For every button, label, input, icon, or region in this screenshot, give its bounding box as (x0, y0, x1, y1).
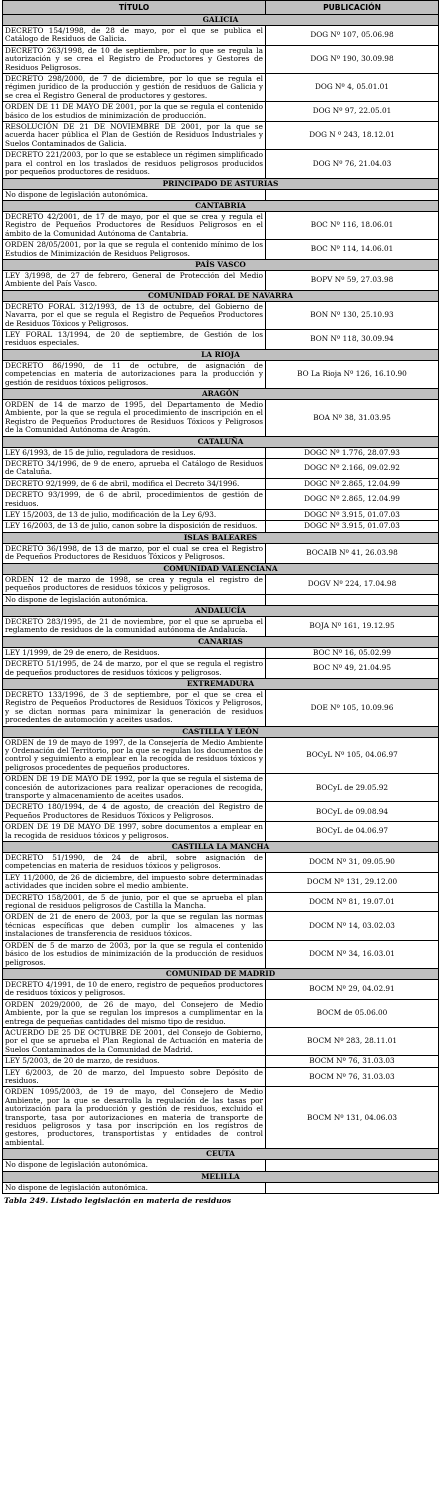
publication-cell: DOG Nº 107, 05.06.98 (266, 26, 439, 46)
publication-cell: BO La Rioja Nº 126, 16.10.90 (266, 360, 439, 388)
table-row (3, 301, 439, 329)
region-row (3, 605, 439, 616)
region-heading: PRINCIPADO DE ASTURIAS (3, 178, 439, 189)
legislation-title: DECRETO 154/1998, de 28 de mayo, por el que se publica el Catálogo de Residuos de Galicia. (3, 26, 266, 46)
legislation-title: DECRETO 158/2001, de 5 de junio, por el que se aprueba el plan regional de residuos peligrosos de Castilla la Mancha. (3, 892, 266, 912)
table-row (3, 802, 439, 822)
header-row (3, 1, 439, 15)
publication-cell: BOPV Nº 59, 27.03.98 (266, 270, 439, 290)
table-caption: Tabla 249. Listado legislación en materia de residuos (4, 1196, 232, 1206)
publication-cell: BON Nº 130, 25.10.93 (266, 301, 439, 329)
region-heading: PAÍS VASCO (3, 259, 439, 270)
region-heading: ARAGÓN (3, 389, 439, 400)
publication-cell: BOCM Nº 29, 04.02.91 (266, 979, 439, 999)
publication-cell: BOCyL Nº 105, 04.06.97 (266, 737, 439, 774)
region-row (3, 968, 439, 979)
legislation-title: LEY 5/2003, de 20 de marzo, de residuos. (3, 1056, 266, 1067)
publication-cell (266, 1182, 439, 1193)
legislation-title: ORDEN DE 19 DE MAYO DE 1992, por la que se regula el sistema de concesión de autorizaciones para realizar operaciones de recogida, transporte y almacenamiento de aceites usados. (3, 774, 266, 802)
table-row (3, 999, 439, 1027)
publication-cell: DOGC Nº 1.776, 28.07.93 (266, 447, 439, 458)
region-row (3, 200, 439, 211)
legislation-title: ORDEN de 5 de marzo de 2003, por la que se regula el contenido básico de los estudios de minimización de la producción de residuos peligrosos. (3, 940, 266, 968)
region-heading: COMUNIDAD VALENCIANA (3, 563, 439, 574)
table-row (3, 329, 439, 349)
publication-cell: DOGC Nº 2.166, 09.02.92 (266, 459, 439, 479)
publication-cell: DOG Nº 76, 21.04.03 (266, 150, 439, 178)
legislation-title: LEY 1/1999, de 29 de enero, de Residuos. (3, 647, 266, 658)
region-row (3, 178, 439, 189)
legislation-title: DECRETO 36/1998, de 13 de marzo, por el cual se crea el Registro de Pequeños Productores de Residuos Tóxicos y Peligrosos. (3, 543, 266, 563)
legislation-title: LEY FORAL 13/1994, de 20 de septiembre, de Gestión de los residuos especiales. (3, 329, 266, 349)
region-row (3, 290, 439, 301)
legislation-title: ORDEN 2029/2000, de 26 de mayo, del Consejero de Medio Ambiente, por la que se regulan los impresos a cumplimentar en la entrega de pequeñas cantidades del mismo tipo de residuo. (3, 999, 266, 1027)
legislation-title: DECRETO 92/1999, de 6 de abril, modifica el Decreto 34/1996. (3, 478, 266, 489)
region-row (3, 532, 439, 543)
legislation-title: LEY 15/2003, de 13 de julio, modificación de la Ley 6/93. (3, 510, 266, 521)
publication-cell: DOG Nº 4, 05.01.01 (266, 74, 439, 102)
region-row (3, 15, 439, 26)
publication-cell: BON Nº 118, 30.09.94 (266, 329, 439, 349)
table-body (3, 15, 439, 1194)
table-row (3, 360, 439, 388)
publication-cell: BOCAIB Nº 41, 26.03.98 (266, 543, 439, 563)
publication-cell (266, 594, 439, 605)
legislation-title: DECRETO FORAL 312/1993, de 13 de octubre, del Gobierno de Navarra, por el que se regula el Registro de Pequeños Productores de Residuos Tóxicos y Peligrosos. (3, 301, 266, 329)
publication-cell: DOCM Nº 81, 19.07.01 (266, 892, 439, 912)
publication-cell: BOCM Nº 131, 04.06.03 (266, 1087, 439, 1149)
publication-cell: BOC Nº 16, 05.02.99 (266, 647, 439, 658)
table-row (3, 1087, 439, 1149)
region-row (3, 259, 439, 270)
publication-cell: BOJA Nº 161, 19.12.95 (266, 616, 439, 636)
publication-cell: BOA Nº 38, 31.03.95 (266, 400, 439, 437)
region-row (3, 563, 439, 574)
legislation-title: LEY 6/2003, de 20 de marzo, del Impuesto sobre Depósito de residuos. (3, 1067, 266, 1087)
publication-cell: BOC Nº 116, 18.06.01 (266, 211, 439, 239)
table-row (3, 270, 439, 290)
legislation-title: DECRETO 221/2003, por lo que se establece un régimen simplificado para el control en los traslados de residuos peligrosos producidos por pequeños productores de residuos. (3, 150, 266, 178)
region-row (3, 1149, 439, 1160)
table-row (3, 853, 439, 873)
region-row (3, 726, 439, 737)
region-row (3, 389, 439, 400)
table-row (3, 74, 439, 102)
publication-cell: BOC Nº 49, 21.04.95 (266, 659, 439, 679)
table-row (3, 240, 439, 260)
region-heading: MELILLA (3, 1171, 439, 1182)
publication-cell: DOG Nº 97, 22.05.01 (266, 102, 439, 122)
table-row (3, 521, 439, 532)
legislation-title: No dispone de legislación autonómica. (3, 594, 266, 605)
legislation-title: LEY 16/2003, de 13 de julio, canon sobre la disposición de residuos. (3, 521, 266, 532)
region-heading: ANDALUCÍA (3, 605, 439, 616)
publication-cell: DOCM Nº 14, 03.02.03 (266, 912, 439, 940)
legislation-title: ORDEN 1095/2003, de 19 de mayo, del Consejero de Medio Ambiente, por la que se desarrolla la regulación de las tasas por autorización para la producción y gestión de residuos, excluido el transporte, tasa por autorizaciones en materia de transporte de residuos peligrosos y tasa por inscripción en los registros de gestores, productores, transportistas y entidades de control ambiental. (3, 1087, 266, 1149)
legislation-title: DECRETO 133/1996, de 3 de septiembre, por el que se crea el Registro de Pequeños Productores de Residuos Tóxicos y Peligrosos, y se dictan normas para minimizar la generación de residuos procedentes de automoción y aceites usados. (3, 689, 266, 726)
legislation-title: ORDEN DE 19 DE MAYO DE 1997, sobre documentos a emplear en la recogida de residuos tóxicos y peligrosos. (3, 822, 266, 842)
publication-cell: BOCM de 05.06.00 (266, 999, 439, 1027)
publication-cell (266, 1160, 439, 1171)
region-row (3, 349, 439, 360)
region-heading: COMUNIDAD DE MADRID (3, 968, 439, 979)
table-row (3, 872, 439, 892)
publication-cell: DOCM Nº 131, 29.12.00 (266, 872, 439, 892)
table-row (3, 774, 439, 802)
table-row (3, 490, 439, 510)
table-row (3, 459, 439, 479)
legislation-title: ORDEN de 21 de enero de 2003, por la que se regulan las normas técnicas específicas que deben cumplir los almacenes y las instalaciones de transferencia de residuos tóxicos. (3, 912, 266, 940)
publication-cell: DOGC Nº 3.915, 01.07.03 (266, 510, 439, 521)
legislation-title: DECRETO 4/1991, de 10 de enero, registro de pequeños productores de residuos tóxicos y peligrosos. (3, 979, 266, 999)
region-heading: CANARIAS (3, 636, 439, 647)
region-heading: CANTABRIA (3, 200, 439, 211)
table-row (3, 689, 439, 726)
table-row (3, 447, 439, 458)
region-heading: CEUTA (3, 1149, 439, 1160)
legislation-title: No dispone de legislación autonómica. (3, 189, 266, 200)
header-publication: PUBLICACIÓN (266, 1, 439, 15)
legislation-title: ORDEN 12 de marzo de 1998, se crea y regula el registro de pequeños productores de residuos tóxicos y peligrosos. (3, 574, 266, 594)
table-row (3, 543, 439, 563)
table-row (3, 822, 439, 842)
table-row (3, 1067, 439, 1087)
legislation-title: LEY 3/1998, de 27 de febrero, General de Protección del Medio Ambiente del País Vasco. (3, 270, 266, 290)
legislation-title: DECRETO 283/1995, de 21 de noviembre, por el que se aprueba el reglamento de residuos de la comunidad autónoma de Andalucía. (3, 616, 266, 636)
legislation-title: DECRETO 51/1995, de 24 de marzo, por el que se regula el registro de pequeños productores de residuos tóxicos y peligrosos. (3, 659, 266, 679)
table-row (3, 189, 439, 200)
table-row (3, 45, 439, 73)
table-row (3, 659, 439, 679)
legislation-title: DECRETO 298/2000, de 7 de diciembre, por lo que se regula el régimen jurídico de la producción y gestión de residuos de Galicia y se crea el Registro General de productores y gestores. (3, 74, 266, 102)
table-row (3, 737, 439, 774)
publication-cell: DOGV Nº 224, 17.04.98 (266, 574, 439, 594)
publication-cell: DOGC Nº 2.865, 12.04.99 (266, 478, 439, 489)
legislation-title: DECRETO 51/1990, de 24 de abril, sobre asignación de competencias en materia de residuos tóxicos y peligrosos. (3, 853, 266, 873)
legislation-title: DECRETO 42/2001, de 17 de mayo, por el que se crea y regula el Registro de Pequeños Productores de Residuos Peligrosos en el ámbito de la Comunidad Autónoma de Cantabria. (3, 211, 266, 239)
legislation-title: ORDEN DE 11 DE MAYO DE 2001, por la que se regula el contenido básico de los estudios de minimización de producción. (3, 102, 266, 122)
region-row (3, 636, 439, 647)
table-row (3, 478, 439, 489)
header-title: TÍTULO (3, 1, 266, 15)
publication-cell: DOCM Nº 31, 09.05.90 (266, 853, 439, 873)
legislation-title: No dispone de legislación autonómica. (3, 1160, 266, 1171)
legislation-title: RESOLUCIÓN DE 21 DE NOVIEMBRE DE 2001, por la que se acuerda hacer pública el Plan de Gestión de Residuos Industriales y Suelos Contaminados de Galicia. (3, 122, 266, 150)
publication-cell: DOE Nº 105, 10.09.96 (266, 689, 439, 726)
publication-cell: BOCM Nº 283, 28.11.01 (266, 1027, 439, 1055)
table-row (3, 912, 439, 940)
table-row (3, 979, 439, 999)
legislation-title: DECRETO 180/1994, de 4 de agosto, de creación del Registro de Pequeños Productores de Residuos Tóxicos y Peligrosos. (3, 802, 266, 822)
table-row (3, 150, 439, 178)
legislation-title: DECRETO 86/1990, de 11 de octubre, de asignación de competencias en materia de autorizaciones para la producción y gestión de residuos tóxicos peligrosos. (3, 360, 266, 388)
table-row (3, 400, 439, 437)
publication-cell: BOCM Nº 76, 31.03.03 (266, 1056, 439, 1067)
publication-cell: DOGC Nº 3.915, 01.07.03 (266, 521, 439, 532)
publication-cell: DOG N º 243, 18.12.01 (266, 122, 439, 150)
legislation-title: DECRETO 93/1999, de 6 de abril, procedimientos de gestión de residuos. (3, 490, 266, 510)
table-row (3, 616, 439, 636)
table-row (3, 574, 439, 594)
region-heading: GALICIA (3, 15, 439, 26)
table-row (3, 1056, 439, 1067)
table-row (3, 594, 439, 605)
table-row (3, 26, 439, 46)
publication-cell: BOCM Nº 76, 31.03.03 (266, 1067, 439, 1087)
legislation-title: ORDEN de 19 de mayo de 1997, de la Consejería de Medio Ambiente y Ordenación del Territorio, por la que se regulan los documentos de control y seguimiento a emplear en la recogida de residuos tóxicos y peligrosos procedentes de pequeños productores. (3, 737, 266, 774)
publication-cell: BOCyL de 09.08.94 (266, 802, 439, 822)
legislation-document (2, 0, 438, 1205)
legislation-title: DECRETO 263/1998, de 10 de septiembre, por lo que se regula la autorización y se crea el Registro de Productores y Gestores de Residuos Peligrosos. (3, 45, 266, 73)
table-row (3, 102, 439, 122)
table-row (3, 892, 439, 912)
publication-cell: BOCyL de 04.06.97 (266, 822, 439, 842)
legislation-title: ORDEN de 14 de marzo de 1995, del Departamento de Medio Ambiente, por la que se regula el procedimiento de inscripción en el Registro de Pequeños Productores de Residuos Tóxicos y Peligrosos de la Comunidad Autónoma de Aragón. (3, 400, 266, 437)
table-row (3, 122, 439, 150)
region-heading: CASTILLA Y LEÓN (3, 726, 439, 737)
region-heading: LA RIOJA (3, 349, 439, 360)
table-row (3, 940, 439, 968)
region-heading: CASTILLA LA MANCHA (3, 842, 439, 853)
legislation-title: No dispone de legislación autonómica. (3, 1182, 266, 1193)
publication-cell: DOCM Nº 34, 16.03.01 (266, 940, 439, 968)
table-row (3, 510, 439, 521)
legislation-title: ACUERDO DE 25 DE OCTUBRE DE 2001, del Consejo de Gobierno, por el que se aprueba el Plan Regional de Actuación en materia de Suelos Contaminados de la Comunidad de Madrid. (3, 1027, 266, 1055)
publication-cell (266, 189, 439, 200)
publication-cell: DOG Nº 190, 30.09.98 (266, 45, 439, 73)
legislation-title: DECRETO 34/1996, de 9 de enero, aprueba el Catálogo de Residuos de Cataluña. (3, 459, 266, 479)
table-row (3, 1027, 439, 1055)
publication-cell: BOC Nº 114, 14.06.01 (266, 240, 439, 260)
legislation-title: ORDEN 28/05/2001, por la que se regula el contenido mínimo de los Estudios de Minimización de Residuos Peligrosos. (3, 240, 266, 260)
table-row (3, 211, 439, 239)
legislation-title: LEY 6/1993, de 15 de julio, reguladora de residuos. (3, 447, 266, 458)
publication-cell: BOCyL de 29.05.92 (266, 774, 439, 802)
region-heading: COMUNIDAD FORAL DE NAVARRA (3, 290, 439, 301)
table-row (3, 1160, 439, 1171)
region-heading: EXTREMADURA (3, 678, 439, 689)
legislation-title: LEY 11/2000, de 26 de diciembre, del impuesto sobre determinadas actividades que inciden sobre el medio ambiente. (3, 872, 266, 892)
region-heading: ISLAS BALEARES (3, 532, 439, 543)
region-row (3, 436, 439, 447)
table-row (3, 1182, 439, 1193)
publication-cell: DOGC Nº 2.865, 12.04.99 (266, 490, 439, 510)
table-row (3, 647, 439, 658)
region-row (3, 678, 439, 689)
region-row (3, 1171, 439, 1182)
region-row (3, 842, 439, 853)
legislation-table (2, 0, 439, 1194)
region-heading: CATALUÑA (3, 436, 439, 447)
